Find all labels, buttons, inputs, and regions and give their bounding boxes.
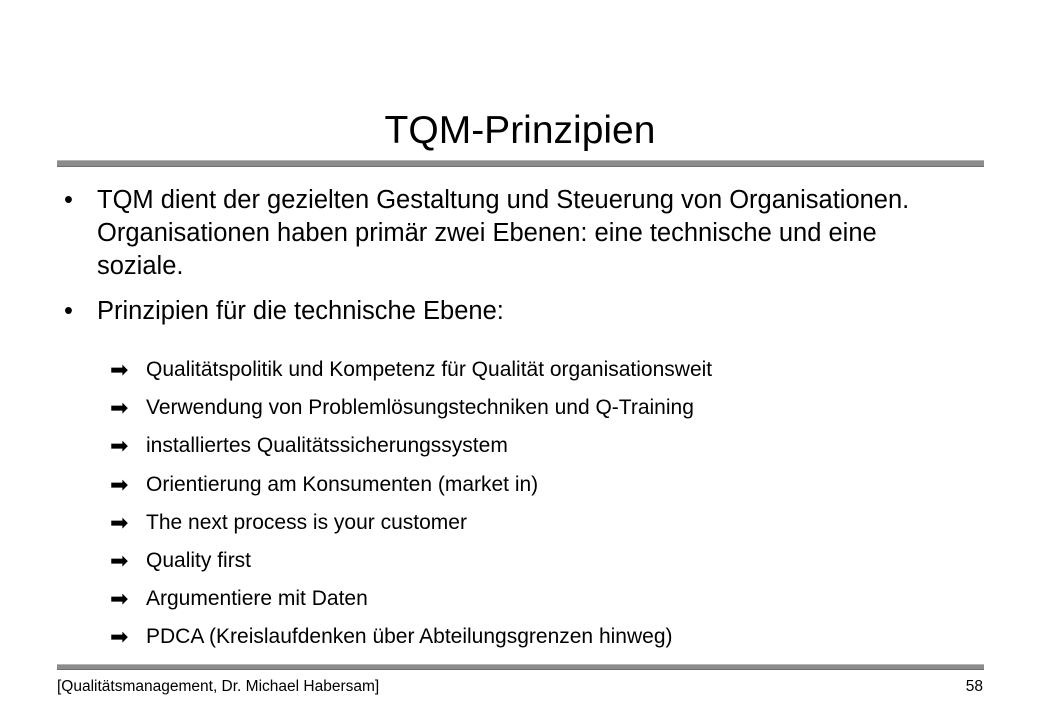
sub-item	[110, 351, 970, 389]
sub-item	[110, 542, 970, 580]
bullet-marker: •	[64, 297, 73, 325]
sub-item-text: Quality first	[146, 549, 252, 573]
sub-item	[110, 427, 970, 465]
sub-item-text: The next process is your customer	[146, 510, 467, 534]
arrow-right-icon: ➡	[110, 471, 129, 497]
arrow-right-icon: ➡	[110, 395, 129, 421]
bullet-text: Prinzipien für die technische Ebene:	[97, 297, 504, 325]
page-number: 58	[965, 678, 983, 695]
sub-list	[110, 351, 970, 657]
bullet-item	[62, 184, 962, 283]
bullet-list	[62, 184, 962, 328]
sub-item	[110, 389, 970, 427]
sub-item-text: Verwendung von Problemlösungstechniken und Q-Training	[146, 396, 694, 420]
footer-divider	[57, 664, 984, 670]
arrow-right-icon: ➡	[110, 509, 129, 535]
sub-item-text: Orientierung am Konsumenten (market in)	[146, 472, 539, 496]
footer-source: [Qualitätsmanagement, Dr. Michael Habersam]	[57, 678, 380, 695]
arrow-right-icon: ➡	[110, 433, 129, 459]
sub-item	[110, 580, 970, 618]
arrow-right-icon: ➡	[110, 548, 129, 574]
sub-item-text: Argumentiere mit Daten	[146, 587, 368, 611]
sub-item-text: PDCA (Kreislaufdenken über Abteilungsgrenzen hinweg)	[146, 625, 673, 649]
arrow-right-icon: ➡	[110, 624, 129, 650]
slide-title: TQM-Prinzipien	[384, 109, 656, 152]
sub-item-text: installiertes Qualitätssicherungssystem	[146, 434, 508, 458]
arrow-right-icon: ➡	[110, 586, 129, 612]
bullet-item	[62, 295, 962, 328]
bullet-marker: •	[64, 186, 73, 214]
bullet-text: TQM dient der gezielten Gestaltung und Steuerung von Organisationen. Organisationen haben primär zwei Ebenen: eine technische und eine soziale.	[97, 186, 910, 280]
title-divider	[57, 160, 984, 167]
sub-item	[110, 618, 970, 656]
sub-item	[110, 504, 970, 542]
sub-item	[110, 466, 970, 504]
arrow-right-icon: ➡	[110, 357, 129, 382]
sub-item-text: Qualitätspolitik und Kompetenz für Qualität organisationsweit	[146, 358, 713, 381]
